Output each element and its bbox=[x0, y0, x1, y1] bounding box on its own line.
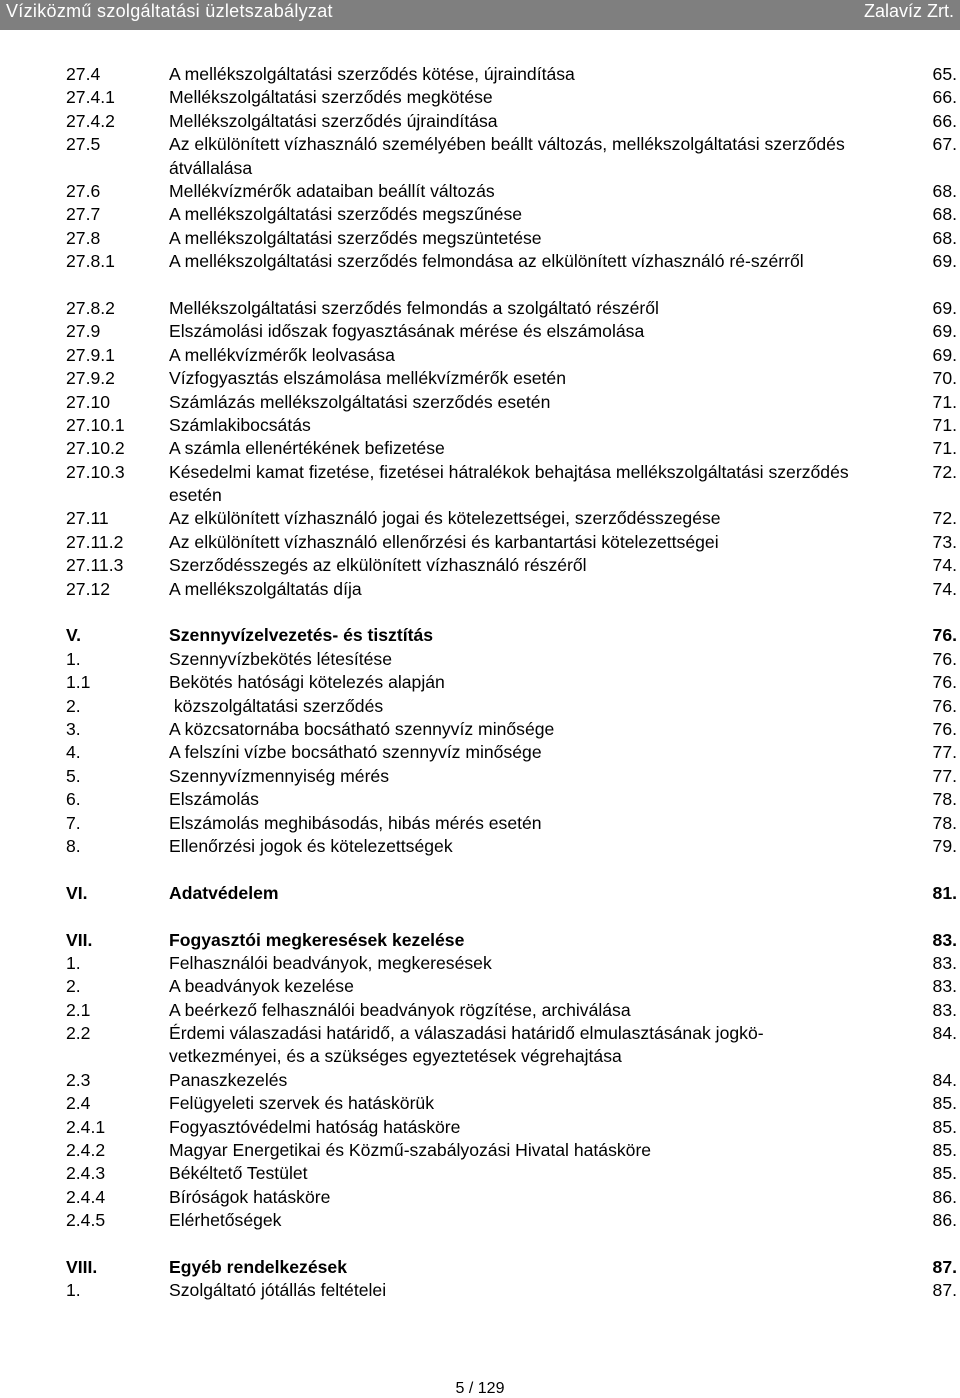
toc-entry-page: 83. bbox=[932, 999, 957, 1020]
toc-entry-number: 27.6 bbox=[66, 180, 101, 201]
toc-entry bbox=[0, 227, 960, 250]
toc-entry bbox=[0, 414, 960, 437]
toc-entry-number: 2. bbox=[66, 695, 81, 716]
toc-entry-number: 5. bbox=[66, 765, 81, 786]
toc-entry bbox=[0, 507, 960, 530]
toc-entry-page: 71. bbox=[932, 438, 957, 459]
toc-entry-page: 81. bbox=[932, 882, 957, 903]
toc-entry bbox=[0, 1116, 960, 1139]
page-number: 5 / 129 bbox=[455, 1380, 505, 1397]
toc-entry-number: 27.10.1 bbox=[66, 414, 125, 435]
toc-entry-page: 86. bbox=[932, 1186, 957, 1207]
toc-entry-page: 85. bbox=[932, 1093, 957, 1114]
toc-entry bbox=[0, 1279, 960, 1302]
toc-entry bbox=[0, 1139, 960, 1162]
toc-entry-title: Érdemi válaszadási határidő, a válaszadási határidő elmulasztásának jogkö-vetkezményei, és a szükséges egyeztetések végrehajtása bbox=[169, 1023, 764, 1067]
toc-entry-title: Mellékszolgáltatási szerződés újraindítása bbox=[169, 110, 498, 131]
toc-entry-number: VII. bbox=[66, 929, 93, 950]
toc-entry-number: 2.3 bbox=[66, 1069, 91, 1090]
toc-entry-title: Szennyvízelvezetés- és tisztítás bbox=[169, 625, 434, 646]
toc-entry-title: Elszámolási időszak fogyasztásának mérése és elszámolása bbox=[169, 321, 645, 342]
toc-entry-title: Szolgáltató jótállás feltételei bbox=[169, 1280, 387, 1301]
toc-entry bbox=[0, 367, 960, 390]
toc-entry-title: Adatvédelem bbox=[169, 882, 279, 903]
toc-entry-number: 27.7 bbox=[66, 204, 101, 225]
toc-entry-title: Felhasználói beadványok, megkeresések bbox=[169, 952, 492, 973]
toc-entry-number: 2.4.1 bbox=[66, 1116, 106, 1137]
toc-entry-title: A közcsatornába bocsátható szennyvíz minősége bbox=[169, 718, 555, 739]
toc-entry-number: 2.4.5 bbox=[66, 1210, 106, 1231]
toc-entry bbox=[0, 648, 960, 671]
toc-entry-title: A mellékszolgáltatási szerződés felmondása az elkülönített vízhasználó ré-szérről bbox=[169, 251, 804, 272]
toc-entry-number: V. bbox=[66, 625, 82, 646]
toc-entry-number: 27.4.1 bbox=[66, 87, 115, 108]
toc-entry-page: 73. bbox=[932, 531, 957, 552]
toc-entry-number: 1. bbox=[66, 952, 81, 973]
toc-entry-number: 27.10.2 bbox=[66, 438, 125, 459]
toc-entry-page: 84. bbox=[932, 1023, 957, 1044]
toc-entry bbox=[0, 86, 960, 109]
toc-entry-page: 87. bbox=[932, 1280, 957, 1301]
table-of-contents bbox=[0, 63, 960, 1303]
toc-entry-title: Ellenőrzési jogok és kötelezettségek bbox=[169, 835, 453, 856]
toc-entry-title: Fogyasztóvédelmi hatóság hatásköre bbox=[169, 1116, 461, 1137]
toc-entry-number: 1. bbox=[66, 1280, 81, 1301]
toc-entry-number: 27.5 bbox=[66, 134, 101, 155]
toc-chapter-entry bbox=[0, 624, 960, 647]
toc-entry-page: 83. bbox=[932, 952, 957, 973]
toc-entry-page: 65. bbox=[932, 64, 957, 84]
toc-entry bbox=[0, 1186, 960, 1209]
toc-entry bbox=[0, 203, 960, 226]
toc-entry-page: 87. bbox=[932, 1256, 957, 1277]
toc-entry-title: Elérhetőségek bbox=[169, 1210, 282, 1231]
toc-entry-title: A mellékszolgáltatási szerződés megszüntetése bbox=[169, 227, 542, 248]
toc-entry-page: 85. bbox=[932, 1116, 957, 1137]
toc-entry-title: Mellékszolgáltatási szerződés megkötése bbox=[169, 87, 493, 108]
toc-entry-page: 66. bbox=[932, 87, 957, 108]
toc-entry-number: 2.1 bbox=[66, 999, 91, 1020]
toc-entry bbox=[0, 344, 960, 367]
toc-entry-page: 76. bbox=[932, 648, 957, 669]
toc-entry bbox=[0, 1162, 960, 1185]
toc-entry-title: Szennyvízbekötés létesítése bbox=[169, 648, 392, 669]
toc-entry-title: A beadványok kezelése bbox=[169, 976, 354, 997]
toc-entry-page: 68. bbox=[932, 227, 957, 248]
toc-entry-title: közszolgáltatási szerződés bbox=[169, 695, 384, 716]
toc-entry-page: 78. bbox=[932, 812, 957, 833]
toc-entry-number: 2.2 bbox=[66, 1023, 91, 1044]
toc-entry-title: Felügyeleti szervek és hatáskörük bbox=[169, 1093, 435, 1114]
toc-entry-title: Mellékvízmérők adataiban beállít változás bbox=[169, 180, 495, 201]
toc-entry bbox=[0, 578, 960, 601]
toc-entry-page: 72. bbox=[932, 508, 957, 529]
toc-entry-number: 8. bbox=[66, 835, 81, 856]
toc-entry-number: 2.4.4 bbox=[66, 1186, 106, 1207]
toc-entry bbox=[0, 812, 960, 835]
toc-entry-number: 27.11.3 bbox=[66, 555, 124, 576]
toc-entry-page: 68. bbox=[932, 204, 957, 225]
toc-entry bbox=[0, 1069, 960, 1092]
toc-entry-number: 2.4 bbox=[66, 1093, 91, 1114]
toc-entry-title: Elszámolás bbox=[169, 789, 259, 810]
toc-entry-page: 69. bbox=[932, 321, 957, 342]
toc-entry-number: 2. bbox=[66, 976, 81, 997]
toc-entry bbox=[0, 741, 960, 764]
document-title: Víziközmű szolgáltatási üzletszabályzat bbox=[6, 1, 333, 21]
toc-entry bbox=[0, 1092, 960, 1115]
toc-entry-page: 71. bbox=[932, 391, 957, 412]
toc-entry bbox=[0, 133, 960, 180]
toc-entry-title: Szennyvízmennyiség mérés bbox=[169, 765, 390, 786]
toc-entry-title: Elszámolás meghibásodás, hibás mérés esetén bbox=[169, 812, 542, 833]
toc-entry-page: 86. bbox=[932, 1210, 957, 1231]
toc-entry bbox=[0, 554, 960, 577]
toc-entry-title: Számlakibocsátás bbox=[169, 414, 311, 435]
toc-entry-title: A beérkező felhasználói beadványok rögzítése, archiválása bbox=[169, 999, 631, 1020]
toc-entry-number: 2.4.2 bbox=[66, 1140, 106, 1161]
toc-entry-page: 71. bbox=[932, 414, 957, 435]
toc-entry-title: Panaszkezelés bbox=[169, 1069, 288, 1090]
toc-entry-number: 27.9 bbox=[66, 321, 101, 342]
toc-entry bbox=[0, 718, 960, 741]
toc-entry-number: 27.4.2 bbox=[66, 110, 115, 131]
toc-entry bbox=[0, 788, 960, 811]
toc-entry-title: Vízfogyasztás elszámolása mellékvízmérők esetén bbox=[169, 368, 567, 389]
toc-entry bbox=[0, 461, 960, 508]
toc-entry-title: Számlázás mellékszolgáltatási szerződés esetén bbox=[169, 391, 551, 412]
toc-entry-title: Az elkülönített vízhasználó ellenőrzési és karbantartási kötelezettségei bbox=[169, 531, 719, 552]
toc-entry bbox=[0, 63, 960, 86]
toc-entry-page: 69. bbox=[932, 297, 957, 318]
toc-entry-title: A mellékszolgáltatás díja bbox=[169, 578, 362, 599]
toc-entry-page: 76. bbox=[932, 695, 957, 716]
toc-entry-number: 4. bbox=[66, 742, 81, 763]
toc-entry-number: VI. bbox=[66, 882, 88, 903]
toc-entry-number: 6. bbox=[66, 789, 81, 810]
toc-entry-title: Fogyasztói megkeresések kezelése bbox=[169, 929, 465, 950]
toc-entry-number: 27.12 bbox=[66, 578, 111, 599]
toc-entry bbox=[0, 1022, 960, 1069]
toc-entry-page: 83. bbox=[932, 976, 957, 997]
toc-entry-number: 27.8.1 bbox=[66, 251, 115, 272]
toc-entry-title: Magyar Energetikai és Közmű-szabályozási Hivatal hatásköre bbox=[169, 1140, 652, 1161]
toc-entry-title: Békéltető Testület bbox=[169, 1163, 308, 1184]
toc-entry-page: 76. bbox=[932, 625, 957, 646]
toc-entry-page: 84. bbox=[932, 1069, 957, 1090]
toc-entry-title: Bíróságok hatásköre bbox=[169, 1186, 331, 1207]
toc-entry-title: Az elkülönített vízhasználó jogai és kötelezettségei, szerződésszegése bbox=[169, 508, 721, 529]
toc-entry-number: 2.4.3 bbox=[66, 1163, 106, 1184]
toc-entry-page: 72. bbox=[932, 461, 957, 482]
toc-entry-page: 76. bbox=[932, 718, 957, 739]
toc-entry-number: 27.10.3 bbox=[66, 461, 125, 482]
toc-entry bbox=[0, 695, 960, 718]
toc-entry bbox=[0, 391, 960, 414]
toc-entry-number: 1. bbox=[66, 648, 81, 669]
toc-entry-page: 69. bbox=[932, 344, 957, 365]
toc-entry-page: 76. bbox=[932, 672, 957, 693]
toc-entry-page: 70. bbox=[932, 368, 957, 389]
toc-entry-number: 27.9.1 bbox=[66, 344, 115, 365]
toc-chapter-entry bbox=[0, 882, 960, 905]
toc-entry-page: 74. bbox=[932, 578, 957, 599]
toc-entry-title: A mellékszolgáltatási szerződés kötése, újraindítása bbox=[169, 64, 575, 84]
toc-entry-title: A mellékszolgáltatási szerződés megszűnése bbox=[169, 204, 523, 225]
toc-entry-page: 77. bbox=[932, 765, 957, 786]
toc-entry-number: 27.11 bbox=[66, 508, 109, 529]
toc-entry-page: 67. bbox=[932, 134, 957, 155]
toc-entry-number: VIII. bbox=[66, 1256, 98, 1277]
toc-entry-number: 3. bbox=[66, 718, 81, 739]
toc-entry-title: Az elkülönített vízhasználó személyében beállt változás, mellékszolgáltatási szerződés átvállalása bbox=[169, 134, 845, 178]
toc-entry-number: 27.9.2 bbox=[66, 368, 115, 389]
toc-chapter-entry bbox=[0, 929, 960, 952]
toc-entry-title: A számla ellenértékének befizetése bbox=[169, 438, 445, 459]
toc-entry bbox=[0, 110, 960, 133]
toc-entry bbox=[0, 180, 960, 203]
toc-chapter-entry bbox=[0, 1256, 960, 1279]
toc-entry-page: 66. bbox=[932, 110, 957, 131]
toc-entry bbox=[0, 952, 960, 975]
toc-entry bbox=[0, 975, 960, 998]
toc-entry-page: 83. bbox=[932, 929, 957, 950]
toc-entry-number: 1.1 bbox=[66, 672, 91, 693]
toc-entry-title: Bekötés hatósági kötelezés alapján bbox=[169, 672, 445, 693]
toc-entry bbox=[0, 765, 960, 788]
toc-entry bbox=[0, 320, 960, 343]
toc-entry-title: A felszíni vízbe bocsátható szennyvíz minősége bbox=[169, 742, 542, 763]
toc-entry-title: Mellékszolgáltatási szerződés felmondás a szolgáltató részéről bbox=[169, 297, 659, 318]
company-name: Zalavíz Zrt. bbox=[863, 1, 954, 21]
toc-entry-page: 85. bbox=[932, 1140, 957, 1161]
toc-entry bbox=[0, 531, 960, 554]
toc-entry-title: Késedelmi kamat fizetése, fizetései hátralékok behajtása mellékszolgáltatási szerződés esetén bbox=[169, 461, 849, 506]
toc-entry-title: A mellékvízmérők leolvasása bbox=[169, 344, 395, 365]
toc-entry bbox=[0, 1209, 960, 1232]
toc-entry-title: Egyéb rendelkezések bbox=[169, 1256, 347, 1277]
toc-entry-page: 79. bbox=[932, 835, 957, 856]
toc-entry-number: 27.8 bbox=[66, 227, 101, 248]
toc-entry-number: 7. bbox=[66, 812, 81, 833]
toc-entry-page: 78. bbox=[932, 789, 957, 810]
page-header bbox=[0, 0, 960, 30]
toc-entry bbox=[0, 250, 960, 297]
toc-entry-page: 85. bbox=[932, 1163, 957, 1184]
toc-entry-page: 74. bbox=[932, 555, 957, 576]
toc-entry bbox=[0, 297, 960, 320]
toc-entry-title: Szerződésszegés az elkülönített vízhasználó részéről bbox=[169, 555, 587, 576]
toc-entry-number: 27.8.2 bbox=[66, 297, 115, 318]
toc-entry bbox=[0, 999, 960, 1022]
toc-entry-number: 27.4 bbox=[66, 64, 101, 84]
toc-entry bbox=[0, 671, 960, 694]
toc-entry-page: 68. bbox=[932, 180, 957, 201]
toc-entry-page: 69. bbox=[932, 251, 957, 272]
toc-entry bbox=[0, 835, 960, 858]
toc-entry bbox=[0, 437, 960, 460]
toc-entry-page: 77. bbox=[932, 742, 957, 763]
toc-entry-number: 27.10 bbox=[66, 391, 111, 412]
toc-entry-number: 27.11.2 bbox=[66, 531, 124, 552]
